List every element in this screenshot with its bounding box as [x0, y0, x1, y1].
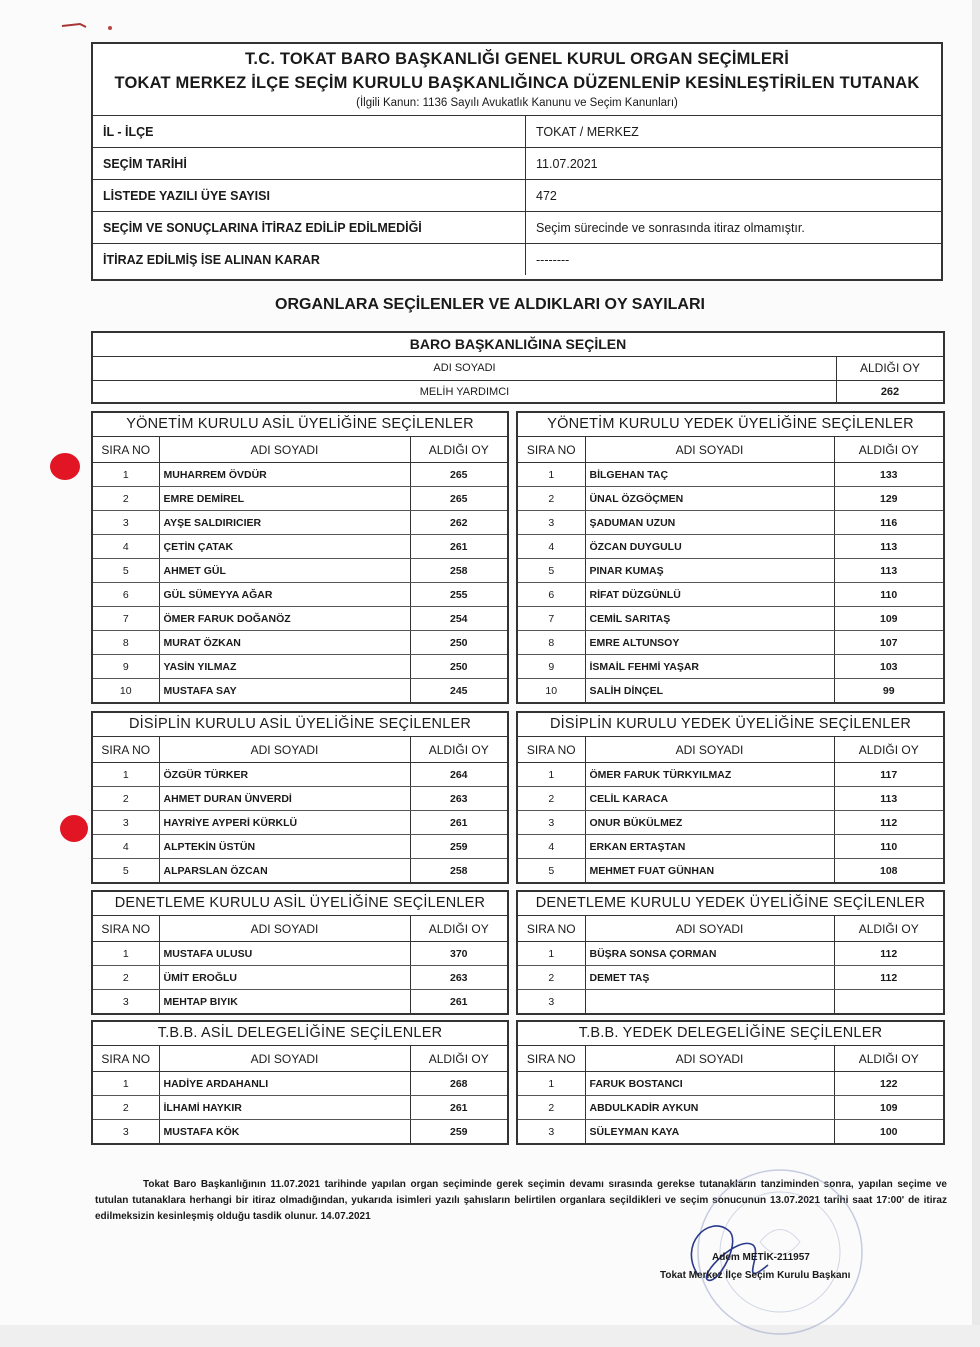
vote-count: 261 — [449, 995, 468, 1008]
results-table — [93, 1046, 507, 1143]
red-sticker-icon — [50, 453, 80, 480]
candidate-name: AHMET GÜL — [159, 559, 410, 583]
results-table — [93, 437, 507, 702]
candidate-name: CEMİL SARITAŞ — [585, 607, 834, 631]
vote-count — [834, 990, 943, 1014]
column-header-votes: ALDIĞI OY — [834, 916, 943, 942]
column-header-name: ADI SOYADI — [159, 1046, 410, 1072]
row-number: 1 — [93, 1072, 159, 1096]
candidate-name: ÜNAL ÖZGÖÇMEN — [585, 487, 834, 511]
table-row — [93, 835, 507, 859]
vote-count: 263 — [410, 787, 507, 811]
table-row — [93, 679, 507, 703]
table-row — [93, 990, 507, 1014]
vote-count: 112 — [834, 966, 943, 990]
row-number: 8 — [518, 631, 585, 655]
column-header-votes: ALDIĞI OY — [410, 916, 507, 942]
table-row — [93, 811, 507, 835]
table-title: DENETLEME KURULU YEDEK ÜYELİĞİNE SEÇİLENLER — [518, 892, 943, 916]
table-row — [518, 679, 943, 703]
info-value: 11.07.2021 — [526, 148, 942, 180]
row-number: 3 — [518, 990, 585, 1014]
document-title: T.C. TOKAT BARO BAŞKANLIĞI GENEL KURUL ORGAN SEÇİMLERİ — [244, 50, 789, 68]
table-row — [518, 655, 943, 679]
table-disiplin-yedek — [516, 711, 945, 884]
candidate-name: MUSTAFA ULUSU — [159, 942, 410, 966]
candidate-name: İSMAİL FEHMİ YAŞAR — [585, 655, 834, 679]
vote-count: 255 — [410, 583, 507, 607]
column-header: ADI SOYADI — [93, 357, 837, 380]
row-number: 2 — [93, 1096, 159, 1120]
row-number: 10 — [518, 679, 585, 703]
vote-count: 133 — [834, 463, 943, 487]
candidate-name: MUSTAFA KÖK — [159, 1120, 410, 1144]
table-title: YÖNETİM KURULU ASİL ÜYELİĞİNE SEÇİLENLER — [93, 413, 507, 437]
candidate-name: ÖZCAN DUYGULU — [585, 535, 834, 559]
vote-count: 107 — [834, 631, 943, 655]
vote-count: 113 — [834, 787, 943, 811]
candidate-name: ÖZGÜR TÜRKER — [159, 763, 410, 787]
column-header-name: ADI SOYADI — [159, 437, 410, 463]
table-header-row — [518, 437, 943, 463]
candidate-name: ABDULKADİR AYKUN — [585, 1096, 834, 1120]
table-row — [518, 463, 943, 487]
row-number: 6 — [93, 583, 159, 607]
document-title-line2: TOKAT MERKEZ İLÇE SEÇİM KURULU BAŞKANLIĞINCA DÜZENLENİP KESİNLEŞTİRİLEN TUTANAK — [114, 74, 920, 92]
vote-count: 254 — [410, 607, 507, 631]
table-row — [518, 535, 943, 559]
table-title: T.B.B. ASİL DELEGELİĞİNE SEÇİLENLER — [93, 1022, 507, 1046]
candidate-name: ŞADUMAN UZUN — [585, 511, 834, 535]
vote-count: 122 — [834, 1072, 943, 1096]
results-table — [93, 916, 507, 1013]
results-table — [518, 1046, 943, 1143]
vote-count: 99 — [882, 684, 895, 697]
vote-count: 264 — [410, 763, 507, 787]
header-box — [91, 42, 943, 281]
candidate-name — [585, 990, 834, 1014]
red-sticker-icon — [60, 815, 88, 842]
candidate-name: HADİYE ARDAHANLI — [159, 1072, 410, 1096]
table-yonetim-asil — [91, 411, 509, 704]
row-number: 7 — [518, 607, 585, 631]
baro-title: BARO BAŞKANLIĞINA SEÇİLEN — [93, 333, 943, 357]
column-header-votes: ALDIĞI OY — [834, 737, 943, 763]
table-row — [518, 607, 943, 631]
row-number: 2 — [518, 1096, 585, 1120]
vote-count: 250 — [410, 655, 507, 679]
info-value: TOKAT / MERKEZ — [526, 116, 942, 148]
candidate-name: MURAT ÖZKAN — [159, 631, 410, 655]
table-row — [518, 511, 943, 535]
table-row — [518, 966, 943, 990]
candidate-name: ONUR BÜKÜLMEZ — [585, 811, 834, 835]
row-number: 1 — [93, 942, 159, 966]
column-header-votes: ALDIĞI OY — [410, 437, 507, 463]
vote-count: 259 — [449, 1125, 468, 1138]
table-row — [93, 487, 507, 511]
column-header-name: ADI SOYADI — [585, 737, 834, 763]
results-table — [518, 437, 943, 702]
baro-president-votes: 262 — [880, 386, 900, 398]
column-header-votes: ALDIĞI OY — [410, 737, 507, 763]
column-header-name: ADI SOYADI — [585, 916, 834, 942]
row-number: 4 — [518, 535, 585, 559]
row-number: 2 — [93, 787, 159, 811]
vote-count: 103 — [834, 655, 943, 679]
table-header-row — [93, 437, 507, 463]
table-title: T.B.B. YEDEK DELEGELİĞİNE SEÇİLENLER — [518, 1022, 943, 1046]
row-number: 3 — [93, 811, 159, 835]
vote-count: 112 — [834, 942, 943, 966]
table-row — [518, 787, 943, 811]
candidate-name: ALPARSLAN ÖZCAN — [159, 859, 410, 883]
vote-count: 110 — [834, 583, 943, 607]
candidate-name: AYŞE SALDIRICIER — [159, 511, 410, 535]
row-number: 1 — [518, 763, 585, 787]
candidate-name: ÇETİN ÇATAK — [159, 535, 410, 559]
candidate-name: ALPTEKİN ÜSTÜN — [159, 835, 410, 859]
table-row — [518, 811, 943, 835]
column-header-no: SIRA NO — [518, 737, 585, 763]
row-number: 3 — [518, 811, 585, 835]
table-row — [93, 859, 507, 883]
candidate-name: CELİL KARACA — [585, 787, 834, 811]
row-number: 6 — [518, 583, 585, 607]
vote-count: 258 — [449, 864, 468, 877]
row-number: 5 — [518, 559, 585, 583]
column-header-name: ADI SOYADI — [585, 437, 834, 463]
column-header-votes: ALDIĞI OY — [834, 1046, 943, 1072]
row-number: 1 — [518, 1072, 585, 1096]
row-number: 2 — [518, 787, 585, 811]
column-header-no: SIRA NO — [93, 1046, 159, 1072]
baro-header-row — [93, 357, 943, 381]
info-row — [93, 212, 941, 244]
table-row — [93, 511, 507, 535]
table-title: YÖNETİM KURULU YEDEK ÜYELİĞİNE SEÇİLENLER — [518, 413, 943, 437]
table-header-row — [518, 916, 943, 942]
vote-count: 258 — [410, 559, 507, 583]
table-row — [93, 763, 507, 787]
row-number: 8 — [93, 631, 159, 655]
table-row — [93, 583, 507, 607]
table-yonetim-yedek — [516, 411, 945, 704]
baro-president-box — [91, 331, 945, 404]
table-row — [518, 631, 943, 655]
table-title: DENETLEME KURULU ASİL ÜYELİĞİNE SEÇİLENLER — [93, 892, 507, 916]
column-header-no: SIRA NO — [93, 737, 159, 763]
candidate-name: MUSTAFA SAY — [159, 679, 410, 703]
row-number: 4 — [93, 535, 159, 559]
table-header-row — [518, 1046, 943, 1072]
info-row — [93, 180, 941, 212]
vote-count: 259 — [410, 835, 507, 859]
row-number: 9 — [93, 655, 159, 679]
info-value: Seçim sürecinde ve sonrasında itiraz olmamıştır. — [526, 212, 942, 244]
column-header-name: ADI SOYADI — [159, 737, 410, 763]
row-number: 2 — [93, 487, 159, 511]
column-header-votes: ALDIĞI OY — [410, 1046, 507, 1072]
table-row — [518, 763, 943, 787]
baro-row — [93, 381, 943, 404]
table-row — [93, 655, 507, 679]
table-tbb-asil — [91, 1020, 509, 1145]
document-subtitle: (İlgili Kanun: 1136 Sayılı Avukatlık Kanunu ve Seçim Kanunları) — [356, 97, 678, 109]
table-row — [518, 1096, 943, 1120]
row-number: 10 — [93, 679, 159, 703]
column-header-votes: ALDIĞI OY — [834, 437, 943, 463]
candidate-name: ÖMER FARUK DOĞANÖZ — [159, 607, 410, 631]
info-label: LİSTEDE YAZILI ÜYE SAYISI — [93, 180, 526, 212]
vote-count: 263 — [410, 966, 507, 990]
row-number: 1 — [518, 463, 585, 487]
vote-count: 112 — [834, 811, 943, 835]
table-row — [93, 1120, 507, 1144]
column-header-no: SIRA NO — [518, 1046, 585, 1072]
candidate-name: AHMET DURAN ÜNVERDİ — [159, 787, 410, 811]
vote-count: 262 — [410, 511, 507, 535]
table-row — [518, 1072, 943, 1096]
row-number: 7 — [93, 607, 159, 631]
row-number: 1 — [93, 463, 159, 487]
info-label: İL - İLÇE — [93, 116, 526, 148]
table-header-row — [93, 737, 507, 763]
table-denetleme-yedek — [516, 890, 945, 1015]
candidate-name: EMRE ALTUNSOY — [585, 631, 834, 655]
vote-count: 261 — [410, 811, 507, 835]
row-number: 3 — [93, 990, 159, 1014]
vote-count: 261 — [410, 535, 507, 559]
table-row — [93, 942, 507, 966]
candidate-name: ÜMİT EROĞLU — [159, 966, 410, 990]
row-number: 5 — [93, 559, 159, 583]
column-header: ALDIĞI OY — [859, 361, 921, 375]
certification-text: Tokat Baro Başkanlığının 11.07.2021 tarihinde yapılan organ seçiminde gerek seçimin devamı sırasında gerekse tutanakların tanziminden sonra, yapılan seçime ve tutulan tutanaklara herhangi bir itiraz olmadığından, yukarıda isimleri yazılı şahısların belirtilen organlara seçildikleri ve seçim sonucunun 13.07.2021 tarihi saat 17:00' de itiraz edilmeksizin kesinleşmiş olduğu tasdik olunur. 14.07.2021 — [95, 1179, 947, 1222]
table-row — [93, 1072, 507, 1096]
candidate-name: BİLGEHAN TAÇ — [585, 463, 834, 487]
candidate-name: YASİN YILMAZ — [159, 655, 410, 679]
vote-count: 100 — [879, 1125, 898, 1138]
row-number: 2 — [518, 966, 585, 990]
table-row — [93, 463, 507, 487]
vote-count: 116 — [834, 511, 943, 535]
results-table — [518, 737, 943, 882]
row-number: 3 — [518, 1120, 585, 1144]
row-number: 2 — [518, 487, 585, 511]
table-header-row — [93, 916, 507, 942]
vote-count: 250 — [410, 631, 507, 655]
table-row — [93, 535, 507, 559]
candidate-name: DEMET TAŞ — [585, 966, 834, 990]
table-denetleme-asil — [91, 890, 509, 1015]
vote-count: 265 — [410, 487, 507, 511]
candidate-name: MUHARREM ÖVDÜR — [159, 463, 410, 487]
candidate-name: SÜLEYMAN KAYA — [585, 1120, 834, 1144]
table-tbb-yedek — [516, 1020, 945, 1145]
table-row — [518, 487, 943, 511]
vote-count: 265 — [410, 463, 507, 487]
row-number: 4 — [93, 835, 159, 859]
vote-count: 108 — [879, 864, 898, 877]
info-label: İTİRAZ EDİLMİŞ İSE ALINAN KARAR — [93, 244, 526, 276]
vote-count: 129 — [834, 487, 943, 511]
results-table — [93, 737, 507, 882]
vote-count: 113 — [834, 535, 943, 559]
candidate-name: RİFAT DÜZGÜNLÜ — [585, 583, 834, 607]
vote-count: 109 — [834, 1096, 943, 1120]
info-row — [93, 244, 941, 276]
candidate-name: PINAR KUMAŞ — [585, 559, 834, 583]
table-row — [93, 559, 507, 583]
row-number: 3 — [93, 1120, 159, 1144]
column-header-no: SIRA NO — [518, 437, 585, 463]
table-row — [518, 1120, 943, 1144]
row-number: 5 — [93, 859, 159, 883]
table-disiplin-asil — [91, 711, 509, 884]
table-row — [518, 835, 943, 859]
vote-count: 370 — [410, 942, 507, 966]
column-header-no: SIRA NO — [518, 916, 585, 942]
vote-count: 268 — [410, 1072, 507, 1096]
vote-count: 109 — [834, 607, 943, 631]
scan-edge — [972, 0, 980, 1347]
candidate-name: MEHMET FUAT GÜNHAN — [585, 859, 834, 883]
table-row — [93, 607, 507, 631]
baro-president-name: MELİH YARDIMCI — [93, 381, 837, 404]
vote-count: 113 — [834, 559, 943, 583]
table-header-row — [518, 737, 943, 763]
column-header-no: SIRA NO — [93, 916, 159, 942]
signer-name: Adem METİK-211957 — [712, 1252, 810, 1263]
table-row — [518, 559, 943, 583]
section-title: ORGANLARA SEÇİLENLER VE ALDIKLARI OY SAYILARI — [275, 296, 705, 313]
candidate-name: EMRE DEMİREL — [159, 487, 410, 511]
candidate-name: HAYRİYE AYPERİ KÜRKLÜ — [159, 811, 410, 835]
table-row — [518, 583, 943, 607]
candidate-name: İLHAMİ HAYKIR — [159, 1096, 410, 1120]
table-row — [93, 631, 507, 655]
candidate-name: ÖMER FARUK TÜRKYILMAZ — [585, 763, 834, 787]
row-number: 3 — [518, 511, 585, 535]
results-table — [518, 916, 943, 1013]
signer-role: Tokat Merkez İlçe Seçim Kurulu Başkanı — [660, 1270, 851, 1281]
table-row — [518, 942, 943, 966]
table-row — [93, 787, 507, 811]
vote-count: 245 — [449, 684, 468, 697]
row-number: 4 — [518, 835, 585, 859]
column-header-no: SIRA NO — [93, 437, 159, 463]
vote-count: 117 — [834, 763, 943, 787]
info-row — [93, 148, 941, 180]
column-header-name: ADI SOYADI — [159, 916, 410, 942]
info-value: 472 — [526, 180, 942, 212]
info-label: SEÇİM VE SONUÇLARINA İTİRAZ EDİLİP EDİLMEDİĞİ — [93, 212, 526, 244]
candidate-name: GÜL SÜMEYYA AĞAR — [159, 583, 410, 607]
candidate-name: BÜŞRA SONSA ÇORMAN — [585, 942, 834, 966]
info-row — [93, 116, 941, 148]
vote-count: 261 — [410, 1096, 507, 1120]
table-title: DİSİPLİN KURULU ASİL ÜYELİĞİNE SEÇİLENLER — [93, 713, 507, 737]
candidate-name: FARUK BOSTANCI — [585, 1072, 834, 1096]
table-row — [93, 966, 507, 990]
table-title: DİSİPLİN KURULU YEDEK ÜYELİĞİNE SEÇİLENLER — [518, 713, 943, 737]
table-row — [518, 990, 943, 1014]
info-table — [93, 115, 941, 275]
column-header-name: ADI SOYADI — [585, 1046, 834, 1072]
candidate-name: SALİH DİNÇEL — [585, 679, 834, 703]
row-number: 2 — [93, 966, 159, 990]
row-number: 3 — [93, 511, 159, 535]
table-row — [93, 1096, 507, 1120]
info-value: -------- — [526, 244, 942, 276]
info-label: SEÇİM TARİHİ — [93, 148, 526, 180]
table-header-row — [93, 1046, 507, 1072]
row-number: 9 — [518, 655, 585, 679]
row-number: 1 — [93, 763, 159, 787]
vote-count: 110 — [834, 835, 943, 859]
pen-mark-icon — [60, 14, 120, 34]
row-number: 1 — [518, 942, 585, 966]
candidate-name: MEHTAP BIYIK — [159, 990, 410, 1014]
table-row — [518, 859, 943, 883]
row-number: 5 — [518, 859, 585, 883]
candidate-name: ERKAN ERTAŞTAN — [585, 835, 834, 859]
